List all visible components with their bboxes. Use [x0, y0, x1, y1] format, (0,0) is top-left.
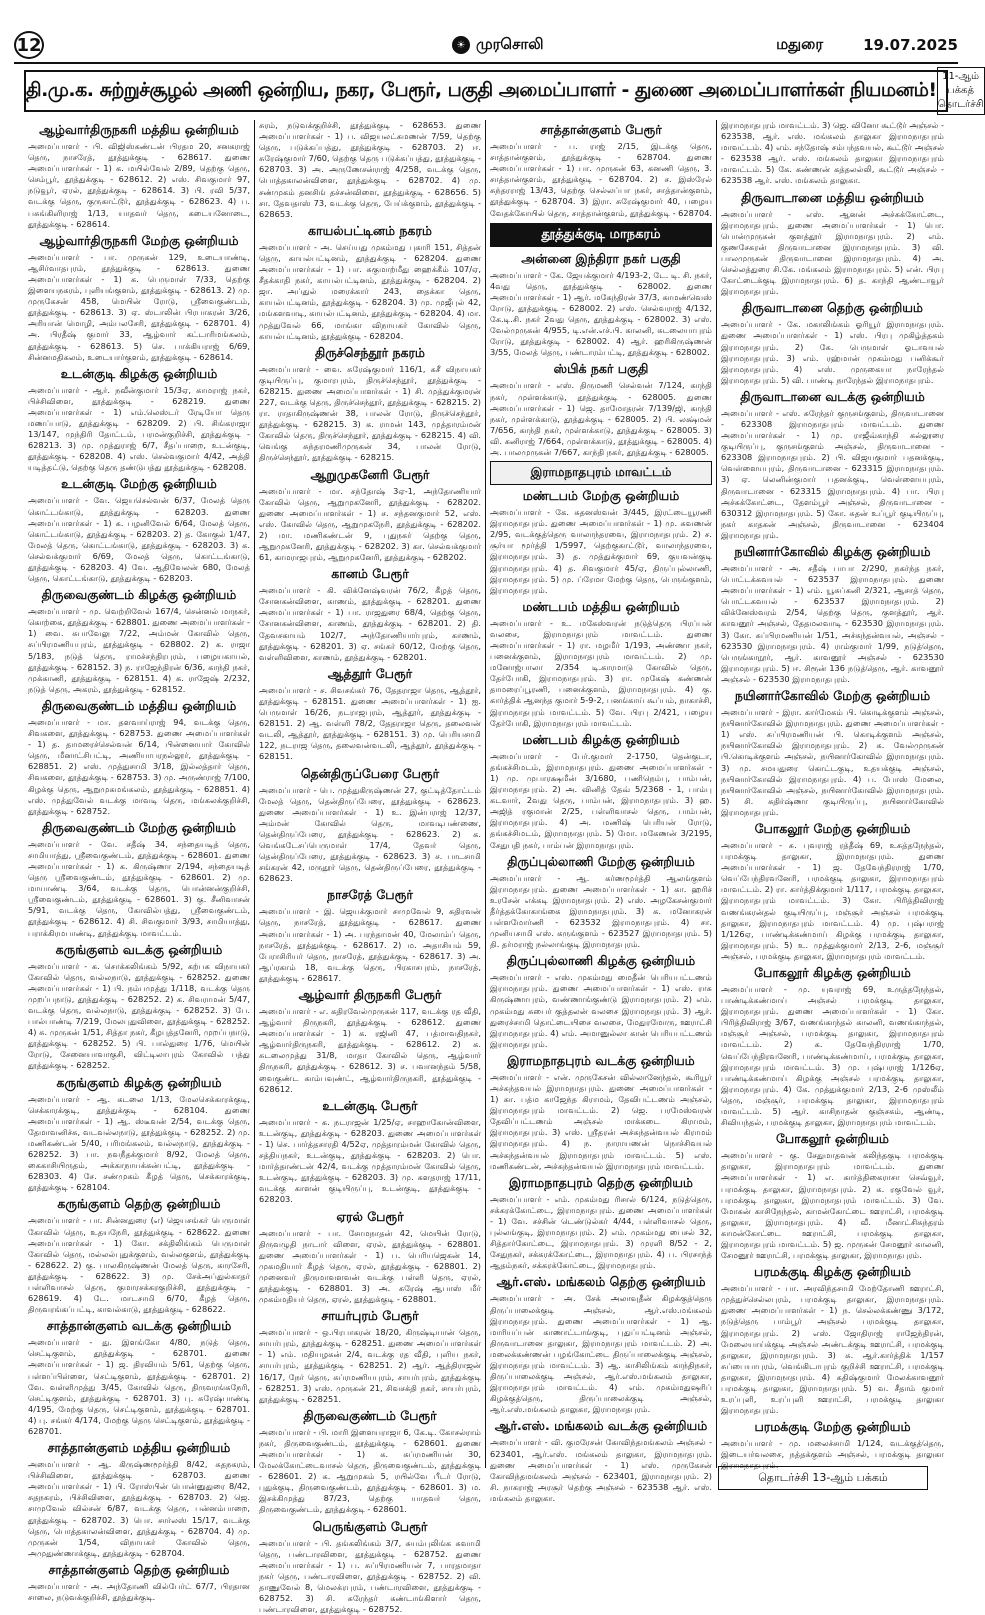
- masthead: [14, 30, 958, 60]
- union-section: [28, 1318, 250, 1437]
- appointment-list: அமைப்பாளர் - எம். முகம்மது ரிசால் 6/124, நடுத்தெரு, சக்கரக்கோட்டை, இராமநாதபுரம். துணை அமைப்பாளர்கள் - 1) வே. சச்சின் டெண்டுல்கர் 4/44, பள்ளிவாசல் தெரு, புல்லங்குடி, இராமநாதபுரம். 2) எம். முகம்மது பைசல் 32, சித்தார்கோட்டை, இராமநாதபுரம். 3) முரளி 8/52 - 2, சேதுநகர், சக்கரக்கோட்டை, இராமநாதபுரம். 4) ப. பிரசாந்த் ஆதம்நகர், சக்கரக்கோட்டை, இராமநாதபுரம்.: [490, 1193, 712, 1271]
- section-heading: உடன்குடி கிழக்கு ஒன்றியம்: [60, 365, 218, 381]
- union-section: [721, 1264, 944, 1416]
- union-section: [721, 120, 944, 187]
- appointment-list: அமைப்பாளர் - பெ. முத்துகிருஷ்ணன் 27, குட்டித்தோட்டம் மேலத் தெரு, தென்திருப்பேரை, தூத்துக்குடி - 628623. துணை அமைப்பாளர்கள் - 1) உ. இன்பராஜ் 12/37, அம்மன் கோவில் தெரு, மாவடிபண்ணை, தென்திருப்பேரை, தூத்துக்குடி - 628623. 2) க. வெங்கடேசப்பெருமாள் 17/4, தேவர் தெரு, தென்திருப்பேரை, தூத்துக்குடி - 628623. 3) ச. பாடசாமி சங்கரன் 42, மருதூர் தெரு, தென்திருப்பேரை, தூத்துக்குடி - 628623.: [259, 784, 481, 884]
- union-section: [490, 122, 712, 219]
- appointment-list: அமைப்பாளர் - அ. செய்யது முகம்மது புகாரி 151, சித்தன் தெரு, காயல்பட்டினம், தூத்துக்குடி - 628204. துணை அமைப்பாளர்கள் - 1) பா. சுகுமாற்மீது ஹைக்கீம் 107/ஏ, சீதக்காதி நகர், காயல்பட்டினம், தூத்துக்குடி - 628204. 2) ஜா. அப்துல் மரைக்கார் 243, தைக்கா தெரு, காயல்பட்டினம், தூத்துக்குடி - 628204. 3) மு. முஜீபுல் 42, மங்களவாடி, காயல்பட்டினம், தூத்துக்குடி - 628204. 4) மா. முத்துவேல் 66, மாங்கா விநாயகர் கோவில் தெரு, காயல்பட்டினம், தூத்துக்குடி - 628204.: [259, 241, 481, 341]
- continued-from-label: 11-ஆம் பக்கத் தொடர்ச்சி: [937, 67, 985, 115]
- union-section: [259, 345, 481, 464]
- union-section: [490, 251, 712, 359]
- section-heading: திருவைகுண்டம் மேற்கு ஒன்றியம்: [42, 819, 236, 835]
- section-heading: ஆழ்வார் திருநகரி பேரூர்: [298, 987, 442, 1002]
- section-heading: கானம் பேரூர்: [331, 566, 409, 582]
- appointment-list: இராமநாதபுரம் மாவட்டம். 3) ஜெ. வினோ கூட்டூர் அஞ்சல் - 623538, ஆர். எஸ். மங்கலம் தாலுகா இராமநாதபுரம் மாவட்டம். 4) எம். சந்தோஷ் சம்பந்தவயல், கூட்டூர் அஞ்சல் - 623538 ஆர். எஸ். மங்கலம் தாலுகா இராமநாதபுரம் மாவட்டம். 5) கே. கண்ணன் கத்தலல்லி, கூட்டூர் அஞ்சல் - 623538 ஆர். எஸ். மங்கலம் தாலுகா.: [721, 120, 944, 186]
- union-section: [721, 389, 944, 541]
- appointment-list: அமைப்பாளர் - பி. மாரி இளையராஜா 6, கே.டி. கோசல்ராம் நகர், திருவைகுண்டம், தூத்துக்குடி - 628601. துணை அமைப்பாளர்கள் - 1) க. சுப்ரமணியன் 30, மேலக்கோட்டைவாசல் தெரு, திருவைகுண்டம், தூத்துக்குடி - 628601. 2) க. ஆறுமுகம் 5, ரயில்வே பீடர் ரோடு, புதுக்குடி, திருவைகுண்டம், தூத்துக்குடி - 628601. 3) ம. இசக்கிமுத்து 87/23, தெற்கு யாதவர் தெரு, திருவைகுண்டம், தூத்துக்குடி - 628601.: [259, 1426, 481, 1515]
- edition-date: 19.07.2025: [863, 36, 958, 54]
- section-heading: திருவாடானை வடக்கு ஒன்றியம்: [740, 388, 925, 404]
- union-section: [259, 1209, 481, 1306]
- district-section-banner: இராமநாதபுரம் மாவட்டம்: [490, 461, 712, 485]
- section-heading: இராமநாதபுரம் வடக்கு ஒன்றியம்: [507, 1052, 695, 1068]
- section-heading: ஆர்.எஸ். மங்கலம் வடக்கு ஒன்றியம்: [494, 1418, 708, 1434]
- section-heading: கருங்குளம் கிழக்கு ஒன்றியம்: [56, 1074, 222, 1090]
- union-section: [721, 1419, 944, 1471]
- union-section: [490, 1418, 712, 1504]
- headline-box: [24, 70, 984, 112]
- section-heading: கருங்குளம் வடக்கு ஒன்றியம்: [55, 941, 223, 957]
- appointment-list: அமைப்பாளர் - எஸ். சுரேந்தர் குருசங்குளம், திருவாடானை - 623308 இராமநாதபுரம் மாவட்டம். துணை அமைப்பாளர்கள் - 1) மு. ராஜீவ்காந்தி கல்லூரை குடியிருப்பு, குருசங்குளம் அஞ்சல், திருவாடானை - 623308 இராமநாதபுரம். 2) பி. விஜயகுமார் பதனக்குடி, வெள்ளையபுரம், திருவாடானை - 623315 இராமநாதபுரம். 3) ஏ. லெனின்குமார் பதனக்குடி, வெள்ளையபுரம், திருவாடானை - 623315 இராமநாதபுரம். 4) பா. பிரபு அச்சுக்கோட்டை, தேளம்பூர் அஞ்சல், திருவாடானை - 630312 இராமநாதபுரம். 5) கோ. சுதன் உப்பூர் குடியிருப்பு, நகர் காதகன் அஞ்சல், திருவாடானை - 623404 இராமநாதபுரம்.: [721, 407, 944, 540]
- appointment-list: அமைப்பாளர் - மா. சந்தோஷ் 3ஏ-1, அந்தோணியார் கோவில் தெரு, ஆறுமுகனேரி, தூத்துக்குடி - 628202. துணை அமைப்பாளர்கள் - 1) ச. சந்தனகுமார் 52, எஸ். எஸ். கோவில் தெரு, ஆறுமுகநேரி, தூத்துக்குடி - 628202. 2) மா. மணிகண்டன் 9, புதுநகர் தெற்கு தெரு, ஆறுமுகனேரி, தூத்துக்குடி - 628202. 3) கா. செல்வக்குமார் 61, காமராஜபுரம், ஆறுமுகனேரி, தூத்துக்குடி - 628202.: [259, 485, 481, 563]
- union-section: [259, 467, 481, 564]
- appointment-list: அமைப்பாளர் - ஆர். நவீன்குமார் 15/3ஏ, காமராஜ் நகர், பிச்சிவிளை, தூத்துக்குடி - 628219. துணை அமைப்பாளர்கள் - 1) எம்.லெஸ்டர் ரேடியோ தெரு மணப்பாடு, தூத்துக்குடி - 628209. 2) பி. சிங்கராஜா 13/147, முந்திரி தோட்டம், பரமன்குறிச்சி, தூத்துக்குடி - 628213. 3) மு. முத்துராஜ் 6/7, சீதப்பாறை, உடன்குடி, தூத்துக்குடி - 628208. 4) எஸ். செல்வகுமார் 4/42, அத்தி யடித்தட்டு, தெற்கு தெரு தண்டுபத்து தூத்துக்குடி - 628208.: [28, 384, 250, 473]
- section-heading: திருச்செந்தூர் நகரம்: [314, 344, 425, 360]
- appointment-list: அமைப்பாளர் - மு. யுவராஜ் 69, உருத்தநேந்தல், பாண்டிக்கண்மாய் அஞ்சல் பரமக்குடி தாலுகா, இராமநாதபுரம். துணை அமைப்பாளர்கள் - 1) கோ. பிரித்திவிராஜ் 3/67, வணங்காந்தல் காலனி, வணங்காந்தல், மஞ்சூர் அஞ்சல், பரமக்குடி தாலுகா, இராமநாதபுரம் மாவட்டம். 2) க. தேவேந்திரராஜ் 1/70, வெப்பேந்திரவனேரி, பாண்டிக்கண்மாய், பரமக்குடி தாலுகா, இராமநாதபுரம் மாவட்டம். 3) மு. புஷ்பராஜ் 1/126ஏ, பாண்டிக்கண்மாய் கிழக்கு அஞ்சல் பரமக்குடி தாலுகா, இராமநாதபுரம். 4) கே. முத்துக்குமார் 2/13, 2-6 முஸ்லீம் தெரு, மஞ்சூர், பரமக்குடி தாலுகா, இராமநாதபுரம் மாவட்டம். 5) ஆர். காசிநாதன் குஞ்சகம், ஆண்டி, சிவியந்தல், பரமக்குடி தாலுகா, இராமநாதபுரம் மாவட்டம்.: [721, 984, 944, 1128]
- section-heading: ஆத்தூர் பேரூர்: [327, 665, 413, 681]
- appointment-list: அமைப்பாளர் - வே. சதீஷ் 34, சந்தையடித் தெரு, சாமியாத்து, ஸ்ரீவைகுண்டம், தூத்துக்குடி - 628601. துணை அமைப்பாளர்கள் - 1) க. கிருஷ்ணா 2/194, சந்தையடித் தெரு ஸ்ரீவைகுண்டம், தூத்துக்குடி - 628601. 2) மு. மாயாண்டி 3/64, வடக்கு தெரு, பொன்னன்குறிச்சி, ஸ்ரீவைகுண்டம், தூத்துக்குடி - 628601. 3) கு. சீனிவாசன் 5/91, வடக்கு தெரு, கோவில்பத்து, ஸ்ரீவைகுண்டம், தூத்துக்குடி - 628612. 4) சி. சிவகுமார் 3/93, சாமியாத்து, பராக்கிரமபாண்டி, தூத்துக்குடி மாவட்டம்.: [28, 838, 250, 938]
- section-heading: நாசரேத் பேரூர்: [327, 887, 413, 903]
- section-heading: திருப்புல்லாணி கிழக்கு ஒன்றியம்: [506, 953, 696, 969]
- union-section: [259, 1098, 481, 1206]
- appointment-list: அமைப்பாளர் - இரா. கார்மேகம் பி. கொடிக்குளம் அஞ்சல், நயினார்கோவில் இராமநாதபுரம். துணை அமைப்பாளர்கள் - 1) எஸ். சுப்பிரமணியன் பி. கொடிக்குளம் அஞ்சல், நயினார்கோவில் இராமநாதபுரம். 2) க. வேல்முருகன் பி.கொடிக்குளம் அஞ்சல், நயினார்கோவில் இராமநாதபுரம். 3) மு. சமயதுரை கொட்டகுடி, உதயக்குடி அஞ்சல், நயினார்கோவில் இராமநாதபுரம். 4) ப. போஸ் மேலை, நயினார்கோவில் அஞ்சல், நயினார்கோவில் இராமநாதபுரம். 5) சி. கதிர்ஷ்ணா குடியிருப்பு, நயினார்கோவில் இராமநாதபுரம்.: [721, 707, 944, 817]
- union-section: [259, 566, 481, 663]
- appointment-list: அமைப்பாளர் - பி. விஜிஸ்கண்டன் பிரதம 20, சனகராஜ் தெரு, நாசரேத், தூத்துக்குடி - 628617. துணை அமைப்பாளர்கள் - 1) க. மயில்வேல் 2/89, தெற்கு தெரு, செம்பூர், தூத்துக்குடி - 628612. 2) எஸ். சிவகுமார் 97, நடுவூர், ஏரல், தூத்துக்குடி - 628614. 3) பி. ரவி 5/37, வடக்கு தெரு, குருகாட்டூர், தூத்துக்குடி - 628623. 4) ப. பசுங்கிளிராஜ் 1/13, யாதவர் தெரு, கடையனோடை, தூத்துக்குடி - 628614.: [28, 141, 250, 229]
- union-section: [259, 120, 481, 220]
- union-section: [28, 1562, 250, 1603]
- appointment-list: அமைப்பாளர் - ஆ. கர்ணமூர்த்தி ஆலங்குளம் இராமநாதபுரம். துணை அமைப்பாளர்கள் - 1) கா. ஹரிச் உரசேன் எக்கடி இராமநாதபுரம். 2) எஸ். அழகேசன்குமார் தீர்த்தக்கோகாங்கை இராமநாதபுரம். 3) க. மனோகரன் பள்ளமோர்ணி - 623532 இராமநாதபுரம். 4) சா. முனியசாமி எஸ். கருங்குளம் - 623527 இராமநாதபுரம். 5) தி. தர்மராஜ் நல்லாங்குடி இராமநாதபுரம்.: [490, 872, 712, 950]
- union-section: [721, 821, 944, 962]
- section-heading: நயினார்கோவில் மேற்கு ஒன்றியம்: [734, 688, 931, 704]
- appointment-list: அமைப்பாளர் - பா. சோமநாதன் 42, மெயின் ரோடு, திருவழுதி நாடார் விளை, ஏரல், தூத்துக்குடி - 628801. துணை அமைப்பாளர்கள் - 1) ப. பெரியஜெகன் 14, முகமதியார் கீழத் தெரு, ஏரல், தூத்துக்குடி - 628801. 2) முனைவர் திருமாவளவன் வடக்கு பள்ளி தெரு, ஏரல், தூத்துக்குடி - 628801. 3) அ. சுரேஷ் ஆபாஸ் மீர் முகம்மதியர் தெரு, ஏரல், தூத்துக்குடி - 628801.: [259, 1227, 481, 1305]
- rising-sun-logo-icon: ☀: [452, 36, 470, 54]
- appointment-list: அமைப்பாளர் - சு. புவராஜ் ரத்தீஷ் 69, உசுத்தநேந்தல், பரமக்குடி தாலுகா, இராமநாதபுரம். துணை அமைப்பாளர்கள் - 1) ஜ. தேவேந்திரராஜ் 1/70, வெப்பேந்திரவனேரி, பரமக்குடி தாலுகா, இராமநாதபுரம் மாவட்டம். 2) ரா. கார்த்திக்குமார் 1/117, பரமக்குடி தாலுகா, இராமநாதபுரம் மாவட்டம். 3) கோ. பிரித்திவிராஜ் வணங்கரன்தல் குடியிருப்பு, மஞ்சூர் அஞ்சல் பரமக்குடி தாலுகா, இராமநாதபுரம் மாவட்டம். 4) மு. புஷ்பராஜ் 1/126ஏ, பாண்டிக்கண்மாய் கிழக்கு பரமக்குடி தாலுகா, இராமநாதபுரம். 5) உ. முத்துக்குமார் 2/13, 2-6, மஞ்சூர் அஞ்சல், பரமக்குடி தாலுகா, இராமநாதபுரம் மாவட்டம்.: [721, 839, 944, 961]
- union-section: [721, 1131, 944, 1261]
- column-3: [486, 120, 717, 1503]
- appointment-list: அமைப்பாளர் - அ. சதீஷ் பாபா 2/290, நகர்ந்த நகர், பொட்டக்கவயல் - 623537 இராமநாதபுரம். துணை அமைப்பாளர்கள் - 1) எம். யூசுப்கனி 2/321, ஆசாத் தெரு, பொட்டகவயல் - 623537 இராமநாதபுரம். 2) விக்னேஸ்வரம் 2/54, தெற்கு தெரு, குளத்தூர், ஆர். காவனூர் அஞ்சல், தேதமலவாடி - 623530 இராமநாதபுரம். 3) கோ. சுப்பிரமணியன் 1/51, அச்சுந்தன்வயல், அஞ்சல் - 623530 இராமநாதபுரம். 4) ராம்குமார் 1/99, நடுத்தெரு, பெருங்காநூர், ஆர். காவனூர் அஞ்சல் - 623530 இராமநாதபுரம். 5) ஈ. சிரூன் 136 நடுத்தெரு, ஆர். காவனூர் அஞ்சல் - 623530 இராமநாதபுரம்.: [721, 563, 944, 684]
- section-heading: காயல்பட்டினம் நகரம்: [308, 222, 432, 238]
- appointment-list: அமைப்பாளர் - ப. ராஜ் 2/15, இடக்கு தெரு, சாத்தான்குளம், தூத்துக்குடி - 628704. துணை அமைப்பாளர்கள் - 1) பா. முருகன் 63, கனணி தெரு, 3. சாத்தான்குளம், தூத்துக்குடி - 628704. 2) ச. இஸ்ரேல் சுந்தரராஜ் 13/43, தெற்கு செல்லப்பா நகர், சாத்தான்குளம், தூத்துக்குடி - 628704. 3) இரா. சுரேஷ்குமார் 40, பழைய வேதக்கோயில் தெரு, சாத்தான்குளம், தூத்துக்குடி - 628704.: [490, 141, 713, 218]
- appointment-list: அமைப்பாளர் - கே. மகாலிங்கம் ஓரியூர் இராமநாதபுரம். துணை அமைப்பாளர்கள் - 1) எஸ். பிரபு முகிழ்த்தகம் இராமநாதபுரம். 2) கே. பெருமாள் ஓடாவயல் இராமநாதபுரம். 3) எம். ரஹ்மான் முகம்மது பனிக்கூர் இராமநாதபுரம். 4) எஸ். முருகையா நாரேந்தல் இராமநாதபுரம். 5) வி. பாண்டி நாரேந்தல் இராமநாதபுரம்.: [721, 319, 944, 385]
- union-section: [721, 688, 944, 818]
- continued-on-label: தொடர்ச்சி 13-ஆம் பக்கம்: [718, 1466, 928, 1490]
- section-heading: உடன்குடி பேரூர்: [322, 1097, 418, 1113]
- appointment-list: அமைப்பாளர் - க. நடராஜன் 1/25/ஏ, சாஹாகோன்விளை, உடன்குடி, தூத்துக்குடி - 628203. துணை அமைப்பாளர்கள் - 1) செ. பார்த்தசாரதி 4/52ஏ, முத்தாரம்மன் கோவில் தெரு, சத்தியநகர், உடன்குடி, தூத்துக்குடி - 628203. 2) பொ. மார்த்தாண்டன் 42/4, வடக்கு முத்தாரம்மன் கோவில் தெரு, உடன்குடி, தூத்துக்குடி - 628203. 3) மு. களதராஜ் 17/11, வடக்கு காளன் குடியிருப்பு, உடன்குடி, தூத்துக்குடி - 628203.: [259, 1116, 481, 1205]
- appointment-list: அமைப்பாளர் - மு. வெற்றிவேல் 167/4, சென்னல் மாநகர், கொற்கை, தூத்துக்குடி - 628801. துணை அமைப்பாளர்கள் - 1) வை. சுபாவேலு 7/22, அம்மன் கோவில் தெரு, சுப்பிரமணியபுரம், தூத்துக்குடி - 628802. 2) க. ராஜா 5/183, நடுத் தெரு, ராமச்சந்திரபுரம், பழையகாயல், தூத்துக்குடி - 628152. 3) ந. ராஜேந்திரன் 6/36, காந்தி நகர், முக்காணி, தூத்துக்குடி - 628151. 4) க. ராஜேஷ் 2/232, நடுத் தெரு, அகரம், தூத்துக்குடி - 628152.: [28, 606, 250, 694]
- union-section: [490, 1175, 712, 1272]
- appointment-list: அமைப்பாளர் - ஆ. கடலை 1/13, மேலசெக்காரக்குடி, செக்காரக்குடி, தூத்துக்குடி - 628104. துணை அமைப்பாளர்கள் - 1) ஆ. ஸ்டீவன் 2/54, வடக்கு தெரு, தேமாவனிச்சு, வடவல்லநாடு, தூத்துக்குடி - 628252. 2) மு. மணிகண்டன் 5/40, பரிமங்கலம், வல்லநாடு, தூத்துக்குடி - 628252. 3) பா. நவநீதக்குமார் 8/92, மேலத் தெரு, கைகாசியிருதம், அக்காநாயக்கன்பட்டி, தூத்துக்குடி - 628303. 4) சே. சண்முகம் கீழத் தெரு, செக்காரக்குடி, தூத்துக்குடி - 628104.: [28, 1093, 250, 1193]
- appointment-list: அமைப்பாளர் - அ. அந்தோணி வில்பேர்ட் 67/7, பிரதான சாலை, நடுவக்குறிச்சி, தூத்துக்குடி.: [28, 1580, 250, 1603]
- union-section: [259, 1308, 481, 1405]
- section-heading: பெருங்குளம் பேரூர்: [312, 1518, 428, 1534]
- union-section: [721, 965, 944, 1128]
- newspaper-title: முரசொலி: [476, 35, 544, 53]
- appointment-list: அமைப்பாளர் - கு. சேதுமாதவன் கலிந்தகுடி பரமக்குடி தாலுகா, இராமநாதபுரம் மாவட்டம். துணை அமைப்பாளர்கள் - 1) எ. கார்த்திகைராசா செவ்வூர், பரமக்குடி தாலுகா, இராமநாதபுரம். 2) க. ரகுவேல் வூர், பரமக்குடி தாலுகா, இராமநாதபுரம் மாவட்டம். 3) வே. மோகன் காசிநேந்தல், காமன்கோட்டை ஊராட்சி, பரமக்குடி தாலுகா, இராமநாதபுரம். 4) வீ. மீனாட்சிசுந்தரம் காமன்கோட்டை ஊராட்சி, பரமக்குடி தாலுகா, இராமநாதபுரம் மாவட்டம். 5) ஜ. முருகன் சேமனூர் காலனி, சேமனூர் ஊராட்சி, பரமக்குடி தாலுகா, இராமநாதபுரம்.: [721, 1150, 944, 1261]
- appointment-list: அமைப்பாளர் - என். முருகேசன் வில்லானேந்தல், கூரியூர் அச்சுந்தவயல் இராமநாதபுரம். துணை அமைப்பாளர்கள் - 1) கா. பத்ம காஜேந்த கிராமம், தேவிபட்டணம் அஞ்சல், இராமநாதபுரம் மாவட்டம். 2) ஜெ. பரமேஸ்வரன் தேவிப்பட்டணம் அஞ்சல் மாக்கடை கிராமம், இராமநாதபுரம். 3) எஸ். ஸ்ரீதரன் அச்சுந்தன்வயல் கிராமம் இராமநாதபுரம். 4) ந. நாராயணன் நொச்சிவயல் அச்சுந்தன்வயல் இராமநாதபுரம் மாவட்டம். 5) எஸ். மணிகண்டன், அச்சுந்தன்வயல் இராமநாதபுரம் மாவட்டம்.: [490, 1071, 712, 1171]
- section-heading: அன்னை இந்திரா நகர் பகுதி: [521, 250, 681, 266]
- section-heading: ஆழ்வார்திருநகரி மத்திய ஒன்றியம்: [39, 122, 239, 137]
- page-number: 12: [14, 31, 44, 59]
- union-section: [490, 488, 712, 596]
- appointment-list: அமைப்பாளர் - இ. ஜெயக்குமார் சாமுவேல் 9, கதிரவன் தெரு, நாசரேத், தூத்துக்குடி - 628617. துணை அமைப்பாளர்கள் - 1) அ. பரந்தாமன் 40, மேலாம்ப் தெரு, நாசரேத், தூத்துக்குடி - 628617. 2) ம. அதாசியம் 59, பேராசிரியர் தெரு, நாசரேத், தூத்துக்குடி - 628617. 3) அ. ஆப்ரகாம் 18, வடக்கு தெரு, பிரகாசபுரம், நாசரேத், தூத்துக்குடி - 628617.: [259, 906, 481, 983]
- appointment-list: அமைப்பாளர் - மு. மலைச்சாமி 1/124, வடக்குத்தெரு, இடையர்வலசை, நத்தக்குளம் அஞ்சல், பரமக்குடி தாலுகா இராமநாதபுரம்.: [721, 1438, 944, 1471]
- union-section: [259, 223, 481, 342]
- headline: தி.மு.க. சுற்றுச்சூழல் அணி ஒன்றிய, நகர, பேரூர், பகுதி அமைப்பாளர் - துணை அமைப்பாளர்கள் நியமனம்!: [26, 78, 937, 101]
- section-heading: ஆர்.எஸ். மங்கலம் தெற்கு ஒன்றியம்: [496, 1274, 706, 1290]
- section-heading: சாத்தான்குளம் பேரூர்: [540, 122, 662, 137]
- section-heading: உடன்குடி மேற்கு ஒன்றியம்: [61, 476, 217, 492]
- appointment-list: அமைப்பாளர் - பி. தங்கலிங்கம் 3/7, சுயம்புலிங்க சுவாமி தெரு, பண்டாரவிளை, தூத்துக்குடி - 628752. துணை அமைப்பாளர்கள் - 1) ப. சுப்பிரமணியன் 7, பாரதமாதா நகர் தெரு, பண்டாரவிளை, தூத்துக்குடி - 628752. 2) வி. தாணுவேல் 8, மெலக்ரபுரம், பண்டாரவிளை, தூத்துக்குடி - 628752. 3) சி. சுரேந்தர் கண்டாங்கிளார் தெரு, பண்டாரவிளை, தூத்துக்குடி - 628752.: [259, 1537, 481, 1615]
- appointment-list: அமைப்பாளர் - எஸ். முகம்மது மைதீன் பெரியபட்டணம் இராமநாதபுரம். துணை அமைப்பாளர்கள் - 1) எஸ். ராசு கிருஷ்ணாபுரம், வண்ணாங்குண்டு இராமநாதபுரம். 2) எம். முகம்மது சுபைர் குத்தலன் வலசை இராமநாதபுரம். 3) ஆர். துரைச்சாமி தொட்டையிசை வலசை, மேதுரமோரு, ஊராட்சி இராமநாதபுரம். 4) எம். அமானுல்லா கான் பெரியபட்டணம் இராமநாதபுரம்.: [490, 972, 712, 1049]
- section-heading: நயினார்கோவில் கிழக்கு ஒன்றியம்: [734, 544, 931, 559]
- appointment-list: அமைப்பாளர் - ச. சிவசங்கர் 76, தேதராஜா தெரு, ஆத்தூர், தூத்துக்குடி - 628151. துணை அமைப்பாளர்கள் - 1) ஐ. பெருமாள் 16/26, நடராஜபுரம், ஆத்தூர், தூத்துக்குடி - 628151. 2) ஆ. வள்ளி 78/2, தேதராஜா தெரு, தலைவன் வடலி, ஆத்தூர், தூத்துக்குடி - 628151. 3) மு. பெரியசாமி 122, நடராஜ தெரு, தலைவன்வடலி, ஆத்தூர், தூத்துக்குடி - 628151.: [259, 684, 481, 762]
- appointment-list: அமைப்பாளர் - க. சொக்கலிங்கம் 5/92, கற்பக விநாயகர் கோவில் தெரு, வல்லநாடு, தூத்துக்குடி - 628252. துணை அமைப்பாளர்கள் - 1) பி. நம்பமுத்து 1/118, வடக்கு தெரு முறப்பநாடு, தூத்துக்குடி - 628252. 2) க. சிவராமன் 5/47, வடக்கு தெரு, வல்லநாடு, தூத்துக்குடி - 628252. 3) பே. பால்பாண்டி 7/219, மேலபுதுவிளை, தூத்துக்குடி - 628252. 4) சு. முருகன் 1/51, சித்தா நகர், கீழபுத்தனேரி, முறப்பநாடு, தூத்துக்குடி - 628252. 5) பி. பால்துரை 1/76, மெயின் ரோடு, சேனையாவாகுசி, விட்டிலாபுரம் கோவில் பத்து தூத்துக்குடி - 628252.: [28, 960, 250, 1071]
- column-2: [255, 120, 486, 1615]
- appointment-list: அமைப்பாளர் - கே. சுதனஸ்வன் 3/445, இரட்டையூரணி இராமநாதபுரம். துணை அமைப்பாளர்கள் - 1) மு. சுவணன் 2/95, வடக்குத்தெரு வாலாந்தரவை, இராமநாதபுரம். 2) ச. சூர்யா மூர்த்தி 1/5997, தெற்குகாட்டூர், வாலாந்தரவை, இராமநாதபுரம். 3) த. முத்துக்குமார் 69, குயவன்குடி இராமநாதபுரம். 4) த. சிவகுமார் 45/ஏ, திருப்புல்லாணி, இராமநாதபுரம். 5) மு. ப்ரேமா மேற்கு தெரு, பெருங்குளம், இராமநாதபுரம்.: [490, 507, 712, 595]
- appointment-list: அமைப்பாளர் - ஆ. கிருஷ்ணமூர்த்தி 8/42, சுதநகரம், பிச்சிவிளை, தூத்துக்குடி - 628703. துணை அமைப்பாளர்கள் - 1) பி. ரோஸ்பின் பொன்னுதுரை 8/42, சுதநகரம், பிச்சிவிளை, தூத்துக்குடி - 628703. 2) ஜெ. சாமுவேல் வில்சன் 6/87, வடக்கு தெரு, பன்னம்பாறை, தூத்துக்குடி - 628702. 3) பொ. சார்லஸ் 15/17, வடக்கு தெரு, பொத்தகாலன்விளை, தூத்துக்குடி - 628704. 4) மு. முருகன் 1/54, விநாயகர் கோவில் தெரு, அமுதுண்ணாக்குடி, தூத்துக்குடி - 628704.: [28, 1459, 250, 1558]
- masthead-divider: [14, 62, 958, 64]
- section-heading: சாத்தான்குளம் வடக்கு ஒன்றியம்: [46, 1318, 232, 1334]
- section-heading: ஏரல் பேரூர்: [336, 1208, 404, 1224]
- union-section: [28, 476, 250, 584]
- union-section: [259, 887, 481, 984]
- section-heading: திருவாடானை மத்திய ஒன்றியம்: [741, 189, 924, 205]
- section-heading: மண்டபம் கிழக்கு ஒன்றியம்: [522, 731, 680, 747]
- appointment-list: அமைப்பாளர் - பேர்.குமார் 2-1750, தென்குடா, தங்கச்சிமடம், இராமநாதபுரம். துணை அமைப்பாளர்கள் - 1) மு. முபாரக்ஷமீன் 3/1680, பணிநெம்பு, பாம்பன், இராமநாதபுரம். 2) அ. வினித் தேவ் 5/2368 - 1, பாம்பு கடவார், 2வது தெரு, பாம்பன், இராமநாதபுரம். 3) ஹ. அஜித் ரகுமான் 2/25, பள்ளிவாசல் தெரு, பாம்பன், இராமநாதபுரம். 4) அ. மணிஷ் பெரியன் ரோடு, தங்கச்சிமடம், இராமநாதபுரம். 5) மோ. மகேணன் 3/2195, சேதுபதி நகர், பாம்பன் இராமநாதபுரம்.: [490, 750, 712, 850]
- union-section: [259, 987, 481, 1095]
- section-heading: ஆறுமுகனேரி பேரூர்: [310, 466, 430, 482]
- union-section: [259, 766, 481, 885]
- union-section: [28, 233, 250, 363]
- section-heading: திருவாடானை தெற்கு ஒன்றியம்: [742, 300, 923, 316]
- union-section: [28, 587, 250, 695]
- city-section-banner: தூத்துக்குடி மாநகரம்: [490, 223, 712, 247]
- section-heading: பரமக்குடி கிழக்கு ஒன்றியம்: [754, 1264, 911, 1280]
- union-section: [28, 698, 250, 817]
- section-heading: போகலூர் கிழக்கு ஒன்றியம்: [754, 965, 911, 980]
- union-section: [721, 544, 944, 685]
- union-section: [490, 599, 712, 729]
- union-section: [28, 820, 250, 939]
- section-heading: சாத்தான்குளம் தெற்கு ஒன்றியம்: [48, 1561, 230, 1577]
- section-heading: கருங்குளம் தெற்கு ஒன்றியம்: [57, 1196, 221, 1212]
- union-section: [28, 1075, 250, 1194]
- section-heading: மண்டபம் மேற்கு ஒன்றியம்: [522, 488, 680, 504]
- section-heading: திருவைகுண்டம் கிழக்கு ஒன்றியம்: [41, 587, 237, 603]
- section-heading: இராமநாதபுரம் தெற்கு ஒன்றியம்: [509, 1174, 693, 1190]
- appointment-list: அமைப்பாளர் - வே. ஜெயசெல்வன் 6/37, மேலத் தெரு கொட்டங்காடு, தூத்துக்குடி - 628203. துணை அமைப்பாளர்கள் - 1) க. பழனிவேல் 6/64, மேலத் தெரு, கொட்டங்காடு, தூத்துக்குடி - 628203. 2) த. கோகுல் 1/47, மேலத் தெரு, கொட்டங்காடு, தூத்துக்குடி - 628203. 3) க. செல்வக்குமார் 6/69, மேலத் தெரு, கொட்டங்காடு, தூத்துக்குடி - 628203. 4) வே. ஆதிவேலன் 680, மேலத் தெரு, கொட்டங்காடு, தூத்துக்குடி - 628203.: [28, 495, 250, 584]
- appointment-list: அமைப்பாளர் - ஒ.பிரபாகரன் 18/20, கிருஷ்டியான் தெரு, சாயர்புரம், தூத்துக்குடி - 628251. துணை அமைப்பாளர்கள் - 1) எம். மதியழகன் 2/4, வடக்கு ரத வீதி, புளிய நகர், சாயர்புரம், தூத்துக்குடி - 628251. 2) ஆர். ஆத்திராஜன் 16/17, நேர் தெரு, சுப்ரமணியபுரம், சாயர்புரம், தூத்துக்குடி - 628251. 3) எஸ். முருகன் 21, சிவசக்தி நகர், சாயர்புரம், தூத்துக்குடி - 628251.: [259, 1327, 481, 1404]
- section-heading: சாயர்புரம் பேரூர்: [321, 1308, 419, 1324]
- appointment-list: அமைப்பாளர் - மா. தளவாய்ராஜ் 94, வடக்கு தெரு, சிவகளை, தூத்துக்குடி - 628753. துணை அமைப்பாளர்கள் - 1) த. தாமரைச்செல்வன் 6/14, பின்னையார் கோவில் தெரு, மீனாட்சிபட்டி, அணியாபரநல்லூர், தூத்துக்குடி - 628851. 2) எஸ். முத்துசாமி 3/18, இல்லத்தார் தெரு, சிவகளை, தூத்துக்குடி - 628753. 3) மு. அருண்ராஜ் 7/100, கிழக்கு தெரு, ஆறுமுகமங்கலம், தூத்துக்குடி - 628851. 4) எஸ். முத்துவேல் வடக்கு மாவடி தெரு, மங்கலக்குறிச்சி, தூத்துக்குடி - 628752.: [28, 716, 250, 816]
- section-heading: ஸ்பிக் நகர் பகுதி: [553, 361, 649, 377]
- union-section: [28, 122, 250, 230]
- appointment-list: அமைப்பாளர் - எஸ். ஆனன் அச்சுக்கோட்டை, இராமநாதபுரம். துணை அமைப்பாளர்கள் - 1) பொ. பொன்முருகன் குளத்தூர் இராமநாதபுரம். 2) எம். குணசேகரன் திருவாடானை இராமநாதபுரம். 3) வி. பாலமுருகன் திருவாடானை இராமநாதபுரம். 4) அ. செல்லத்துரை சி.கே. மங்கலம் இராமநாதபுரம். 5) என். பிரபு கோட்டைக்குடி இராமநாதபுரம். 6) த. காந்தி ஆண்டாவூர் இராமநாதபுரம்.: [721, 208, 944, 297]
- union-section: [721, 190, 944, 298]
- section-heading: போகலூர் மேற்கு ஒன்றியம்: [754, 820, 911, 836]
- union-section: [28, 1440, 250, 1559]
- appointment-list: அமைப்பாளர் - து. இளங்கோ 4/80, நடுத் தெரு, செட்டிகுளம், தூத்துக்குடி - 628701. துணை அமைப்பாளர்கள் - 1) ஜ. திரவியம் 5/61, தெற்கு தெரு, பள்ளப்பிள்ளை, செட்டிகுளம், தூத்துக்குடி - 628701. 2) வே. வள்ளிமுத்து 3/45, கோவில் தெரு, திருவரங்கநேரி, செட்டிகுளம், தூத்துக்குடி - 628701. 3) பு. சுரேஷ்பாண்டி 4/195, மேற்கு தெரு, செட்டிகுளம், தூத்துக்குடி - 628701. 4) பு. சங்கர் 4/174, மேற்கு தெரு செட்டிகுளம், தூத்துக்குடி - 628701.: [28, 1337, 250, 1436]
- appointment-list: அமைப்பாளர் - அ. சேக் அலாவுதீன் கிழக்குத்தெரு திருப்பாலைக்குடி அஞ்சல், ஆர்.எஸ்.மங்கலம் இராமநாதபுரம். துணை அமைப்பாளர்கள் - 1) ஆ. மாரியப்பன் காணாட்டாங்குடி, புதுப்பட்டினம் அஞ்சல், திருவாடானை தாலுகா, இராமநாதபுரம் மாவட்டம். 2) அ. மலைக்கண்ணன் பழங்கோட்டை திருப்பாலைக்குடி அஞ்சல், இராமநாதபுரம் மாவட்டம். 3) ஆ. காசிலிங்கம் காந்திநகர், திருப்பாலைக்குடி அஞ்சல், ஆர்.எஸ்.மங்கலம் தாலுகா, இராமநாதபுரம் மாவட்டம். 4) எம். முகம்மதுஷரிப் கிழக்குத்தெரு, திருப்பாலைக்குடி அஞ்சல், ஆர்.எஸ்.மங்கலம் தாலுகா, இராமநாதபுரம்.: [490, 1293, 712, 1415]
- edition-city: மதுரை: [776, 35, 824, 53]
- union-section: [721, 300, 944, 386]
- appointment-list: சுரம், நடுவக்குறிச்சி, தூத்துக்குடி - 628653. துணை அமைப்பாளர்கள் - 1) ப. விஜயலட்சுமணன் 7/59, தெற்கு தெரு, படுக்கப்பத்து, தூத்துக்குடி - 628703. 2) ஈ. சுரேஷ்குமார் 7/60, தெற்கு தெரு படுக்கப்பத்து, தூத்துக்குடி - 628703. 3) அ. அருணேசன்ராஜ் 4/258, வடக்கு தெரு, பொத்தகாலன்விளை, தூத்துக்குடி - 628702. 4) மு. சண்முகம் தனசிங் தச்சன்விளை, தூத்துக்குடி - 628656. 5) சா. தேவதாஸ் 73, வடக்கு தெரு, பேய்க்குளம், தூத்துக்குடி - 628653.: [259, 120, 481, 219]
- union-section: [490, 1053, 712, 1172]
- union-section: [28, 942, 250, 1072]
- section-heading: சாத்தான்குளம் மத்திய ஒன்றியம்: [47, 1440, 231, 1456]
- union-section: [490, 361, 712, 458]
- union-section: [259, 666, 481, 763]
- appointment-list: அமைப்பாளர் - உ. மகேஸ்வரன் நடுத்தெரு பிரப்பன் வலசை, இராமநாதபுரம் மாவட்டம். துணை அமைப்பாளர்கள் - 1) ரா. மழமீர் 1/193, அண்ணா நகர், பனைக்குளம், இராமநாதபுரம் மாவட்டம். 2) மு. மனோஜ்பாலா 2/354 டி.காரமாடு கோவில் தெரு, தேர்போகி, இராமநாதபுரம். 3) ரா. முகேஷ் கண்ணன் தாமரைப்பூரணி, பனைக்குளம், இராமநாதபுரம். 4) கு. கார்த்திக் ஆனந்த குமார் 5-9-2, பனங்காய் கூப்பம், நாகாச்சி, இராமநாதபுரம் மாவட்டம். 5) வே. பிரபு 2/421, பழைய தேர்போகி, இராமநாதபுரம் மாவட்டம்.: [490, 617, 712, 728]
- appointment-list: அமைப்பாளர் - பா. சின்னதுரை (எ) ஜெயசங்கர் பெருமாள் கோவில் தெரு, உதயநேரி, தூத்துக்குடி - 628622. துணை அமைப்பாளர்கள் - 1) கோ. சக்திலிங்கம் பெருமாள் கோவில் தெரு, மல்லல்புதுக்குளம், வல்லகுளம், தூத்துக்குடி - 628622. 2) கு. பாலகிருஷ்ணன் மேலத் தெரு, காரசேரி, தூத்துக்குடி - 628622. 3) மு. சேக்அப்துல்காதர் பள்ளிவாசல் தெரு, குமாரசக்கரகுறிச்சி, தூத்துக்குடி - 628619. 4) டே. மாடசாமி 6/70, கீழத் தெரு, திருவரங்கப்பட்டி, காவல்காடு, தூத்துக்குடி - 628622.: [28, 1215, 250, 1315]
- appointment-list: அமைப்பாளர் - கே. ஜேயக்குமார் 4/193-2, டே. டி. சி. நகர், 4வது தெரு, தூத்துக்குடி - 628002. துணை அமைப்பாளர்கள் - 1) ஆர். மகேந்திரன் 37/3, காமண்வெஸ் ரோடு, தூத்துக்குடி - 628002. 2) எஸ். செல்வராஜ் 4/132, கே.டி.சி. நகர் 2வது தெரு, தூத்துக்குடி - 628002. 3) எஸ். வேல்முருகன் 4/955, டி.என்.எச்.பி. காலனி, சுடலையாபுரம் ரோடு, தூத்துக்குடி - 628002. 4) ஆர். ஹரிகிருஷ்ணன் 3/55, மேலத் தெரு, பண்டாரம்பட்டி, தூத்துக்குடி - 628002.: [490, 269, 712, 358]
- union-section: [490, 953, 712, 1050]
- section-heading: ஆழ்வார்திருநகரி மேற்கு ஒன்றியம்: [39, 232, 239, 248]
- appointment-list: அமைப்பாளர் - பா. அரவிந்தசாமி மேற்தோணி ஊராட்சி, முத்துச்செல்லபுரம், பரமக்குடி தாலுகா, இராமநாதபுரம். துணை அமைப்பாளர்கள் - 1) ந. செல்லக்கண்ணு 3/172, நடுத்தெரு பாம்பூர் அஞ்சல் பரமக்குடி தாலுகா, இராமநாதபுரம். 2) எஸ். ஜோதிராஜ் ராஜேந்திரன், மேலையாய்க்குடி அஞ்சல் அண்டக்குடி ஊராட்சி, பரமக்குடி தாலுகா, இராமநாதபுரம். 3) சு. ஆர்.கார்த்திக் 1/157 சுப்பையாபுரம், வெங்கிடாபுரம் குறிச்சி ஊராட்சி, பரமக்குடி தாலுகா, இராமநாதபுரம். 4) கதிஷ்குமார் மேலக்காவனூர் பரமக்குடி தாலுகா, இராமநாதபுரம். 5) வ. சீதாம் குமார் உரப்புளி, உரப்புளி ஊராட்சி, பரமக்குடி தாலுகா இராமநாதபுரம்.: [721, 1283, 944, 1416]
- union-section: [28, 1196, 250, 1315]
- union-section: [28, 366, 250, 474]
- union-section: [259, 1408, 481, 1516]
- section-heading: மண்டபம் மத்திய ஒன்றியம்: [522, 598, 680, 614]
- union-section: [490, 854, 712, 951]
- column-4: [717, 120, 948, 1471]
- section-heading: தென்திருப்பேரை பேரூர்: [300, 765, 440, 781]
- appointment-list: அமைப்பாளர் - பா. முருகன் 129, உடையாண்டி, ஆசிர்வாதபுரம், தூத்துக்குடி - 628613. துணை அமைப்பாளர்கள் - 1) க. பெருமாள் 7/33, தெற்கு இளையநகரம், புளியங்குளம், தூத்துக்குடி - 628613. 2) மு. முருகேசன் 458, மெயின் ரோடு, ஸ்ரீவைகுண்டம், தூத்துக்குடி - 628613. 3) ஏ. ஸ்டாலின் பிரபாகரன் 3/26, அரியான் மொழி, அம்பலசேரி, தூத்துக்குடி - 628701. 4) அ. பிரதீஷ் குமார் 33, ஆழ்வார் கட்டாரிமங்கலம், தூத்துக்குடி - 628613. 5) செ. பாக்கியராஜ் 6/69, சின்னமதிகலம், உடையார்குளம், தூத்துக்குடி - 628614.: [28, 251, 250, 362]
- column-1: [24, 120, 255, 1603]
- appointment-list: அமைப்பாளர் - கி. விக்னேஷ்வரன் 76/2, கீழத் தெரு, சோனகன்விளை, காணம், தூத்துக்குடி - 628201. துணை அமைப்பாளர்கள் - 1) பா. ராஜதுரை 68/4, தெற்கு தெரு, சோனகன்விளை, காணம், தூத்துக்குடி - 628201. 2) தி. தேவசகாயம் 102/7, அந்தோணியார்புரம், காணம், தூத்துக்குடி - 628201. 3) ஏ. சங்கர் 60/12, மேற்கு தெரு, வள்ளிவிளை, காணம், தூத்துக்குடி - 628201.: [259, 585, 481, 662]
- section-heading: போகலூர் ஒன்றியம்: [775, 1131, 889, 1147]
- section-heading: திருவைகுண்டம் மத்திய ஒன்றியம்: [41, 697, 237, 713]
- appointment-list: அமைப்பாளர் - எஸ். திருமணி செல்வன் 7/124, காந்தி நகர், முள்ளக்காடு, தூத்துக்குடி - 628005. துணை அமைப்பாளர்கள் - 1) ஜெ. தாமோதரன் 7/139/ஜி, காந்தி நகர், முள்ளக்காடு, தூத்துக்குடி - 628005. 2) பி. லக்ஷ்மன் 7/656, காந்தி நகர், முள்ளக்காடு, தூத்துக்குடி - 628005. 3) வி. கனிராஜ் 7/664, முள்ளக்காடு, தூத்துக்குடி - 628005. 4) அ. பாலமுருகன் 7/667, காந்தி நகர், தூத்துக்குடி - 628005.: [490, 380, 712, 457]
- section-heading: பரமக்குடி மேற்கு ஒன்றியம்: [754, 1419, 911, 1435]
- appointment-list: அமைப்பாளர் - வை. சுரேஷ்குமார் 116/1, சுசீ விநாயகர் குடியிருப்பு, குமாரபுரம், திருச்செந்தூர், தூத்துக்குடி - 628215. துணை அமைப்பாளர்கள் - 1) சி. முத்துக்குமரன் 227, வடக்கு தெரு, திருச்செந்தூர், தூத்துக்குடி - 628215. 2) ரா. ராதாகிருஷ்ணன் 38, பாலன் ரோடு, திருச்செந்தூர், தூத்துக்குடி - 628215. 3) க. ராமன் 143, முத்தாரம்மன் கோவில் தெரு, திருச்செந்தூர், தூத்துக்குடி - 628215. 4) வி. வெங்கு சுந்தரமணிமுருகன் 34, பாலன் ரோடு, திருச்செந்தூர், தூத்துக்குடி - 628215.: [259, 363, 481, 463]
- appointment-list: அமைப்பாளர் - வி. குமரேசன் கோவிந்தமங்கலம் அஞ்சல் - 623401, ஆர்.எஸ். மங்கலம் தாலுகா, இராமநாதபுரம். துணை அமைப்பாளர்கள் - 1) எஸ். முருகேசன் கோவிந்தமங்கலம் அஞ்சல் - 623401, இராமநாதபுரம். 2) சி. நாகராஜ் அரசூர் தெற்கு அஞ்சல் - 623538 ஆர். எஸ். மங்கலம் தாலுகா.: [490, 1437, 712, 1503]
- union-section: [490, 732, 712, 851]
- section-heading: திருப்புல்லாணி மேற்கு ஒன்றியம்: [507, 853, 695, 869]
- section-heading: திருவைகுண்டம் பேரூர்: [303, 1407, 437, 1423]
- union-section: [259, 1519, 481, 1615]
- appointment-list: அமைப்பாளர் - எ. கதிரவேல்முருகன் 117, வடக்கு ரத வீதி, ஆழ்வார் திருநகரி, தூத்துக்குடி - 628612. துணை அமைப்பாளர்கள் - 1) க. ரஜினி 47, பத்மாவதிநகர், ஆழ்வார்திருநகரி, தூத்துக்குடி - 628612. 2) க. சுடலைமுத்து 31/8, மாதா கோவில் தெரு, ஆழ்வார் திருநகரி, தூத்துக்குடி - 628612. 3) ச. பவானந்தம் 5/58, வைகுண்ட காம்பவுண்ட், ஆழ்வார்திருநகரி, தூத்துக்குடி - 628612.: [259, 1006, 481, 1094]
- union-section: [490, 1274, 712, 1415]
- newspaper-name: [452, 35, 544, 55]
